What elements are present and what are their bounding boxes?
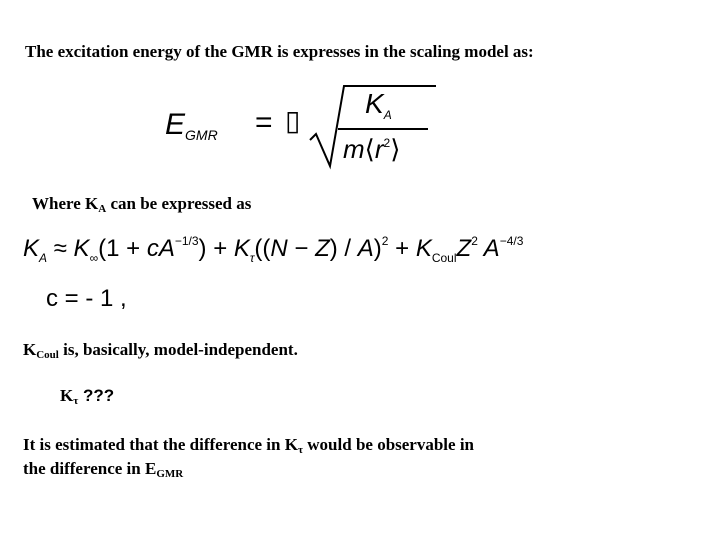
conclusion-line-1: It is estimated that the difference in $K_\tau$ would be observable in [23, 435, 475, 456]
formula1-numerator: $K_A$ [365, 88, 392, 122]
incompressibility-formula: $K_A \approx K_\infty(1 + cA^{-1/3}) + K_\tau((N - Z) / A)^2 + K_{Coul}Z^2$ $A^{-4/3}$ [23, 234, 524, 265]
formula1-equals: = [255, 106, 273, 139]
formula1-placeholder-glyph: ▯ [285, 105, 301, 136]
where-text: Where $K_A$ can be expressed as [32, 194, 252, 215]
gmr-energy-formula [165, 82, 445, 172]
conclusion-line-2: the difference in $E_{GMR}$ [23, 459, 184, 480]
intro-text: The excitation energy of the GMR is expresses in the scaling model as: [25, 42, 534, 61]
kcoul-text: $K_{Coul}$ is, basically, model-independent. [23, 340, 298, 361]
ktau-question: $K_\tau$ ??? [60, 386, 115, 407]
formula1-denominator: $m⟨r^2⟩$ [343, 134, 401, 164]
formula1-lhs: $E_{GMR}$ [165, 108, 218, 143]
c-value-line: c = - 1 , [46, 285, 127, 312]
